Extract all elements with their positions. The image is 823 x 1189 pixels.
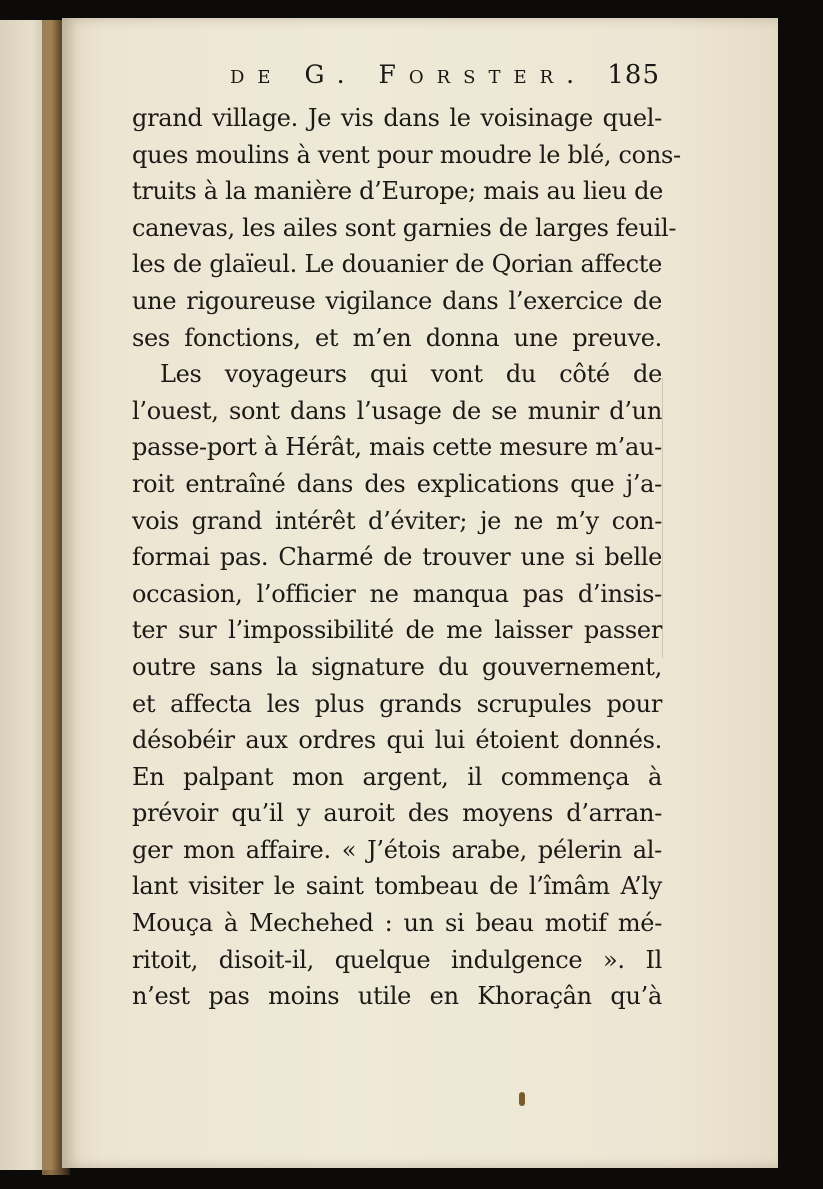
text-line: prévoir qu’il y auroit des moyens d’arran- <box>132 799 662 828</box>
body-text <box>132 100 681 1015</box>
text-line: canevas, les ailes sont garnies de larges feuil- <box>132 213 677 242</box>
page-number: 185 <box>607 60 660 90</box>
text-line: n’est pas moins utile en Khoraçân qu’à <box>132 982 662 1011</box>
text-line: occasion, l’officier ne manqua pas d’insis- <box>132 579 662 608</box>
text-line: une rigoureuse vigilance dans l’exercice de <box>132 286 662 315</box>
text-line: ques moulins à vent pour moudre le blé, cons- <box>132 140 681 169</box>
text-line: grand village. Je vis dans le voisinage quel- <box>132 104 662 132</box>
running-head <box>230 60 664 96</box>
text-line: ter sur l’impossibilité de me laisser passer <box>132 616 662 645</box>
text-line: ger mon affaire. « J’étois arabe, pélerin al- <box>132 835 662 864</box>
text-line: passe-port à Hérât, mais cette mesure m’au- <box>132 433 662 462</box>
text-line: lant visiter le saint tombeau de l’îmâm A’ly <box>132 872 662 901</box>
paragraph-start-line: Les voyageurs qui vont du côté de <box>160 360 662 389</box>
text-line: ses fonctions, et m’en donna une preuve. <box>132 323 662 352</box>
text-line: désobéir aux ordres qui lui étoient donnés. <box>132 726 662 755</box>
text-line: outre sans la signature du gouvernement, <box>132 652 662 681</box>
text-line: roit entraîné dans des explications que j’a- <box>132 469 662 498</box>
text-line: ritoit, disoit-il, quelque indulgence ». Il <box>132 945 662 974</box>
text-line: vois grand intérêt d’éviter; je ne m’y con- <box>132 506 662 535</box>
text-line: les de glaïeul. Le douanier de Qorian affecte <box>132 250 662 279</box>
text-line: formai pas. Charmé de trouver une si belle <box>132 543 662 572</box>
text-line: En palpant mon argent, il commença à <box>132 762 662 791</box>
ink-speck <box>519 1092 525 1106</box>
running-head-title: de G. Forster. <box>230 60 588 89</box>
text-line: truits à la manière d’Europe; mais au lieu de <box>132 177 664 206</box>
text-line: et affecta les plus grands scrupules pour <box>132 689 662 718</box>
text-line: l’ouest, sont dans l’usage de se munir d’un <box>132 396 662 425</box>
text-line: Mouça à Mechehed : un si beau motif mé- <box>132 909 662 938</box>
paper-crease <box>662 378 663 658</box>
